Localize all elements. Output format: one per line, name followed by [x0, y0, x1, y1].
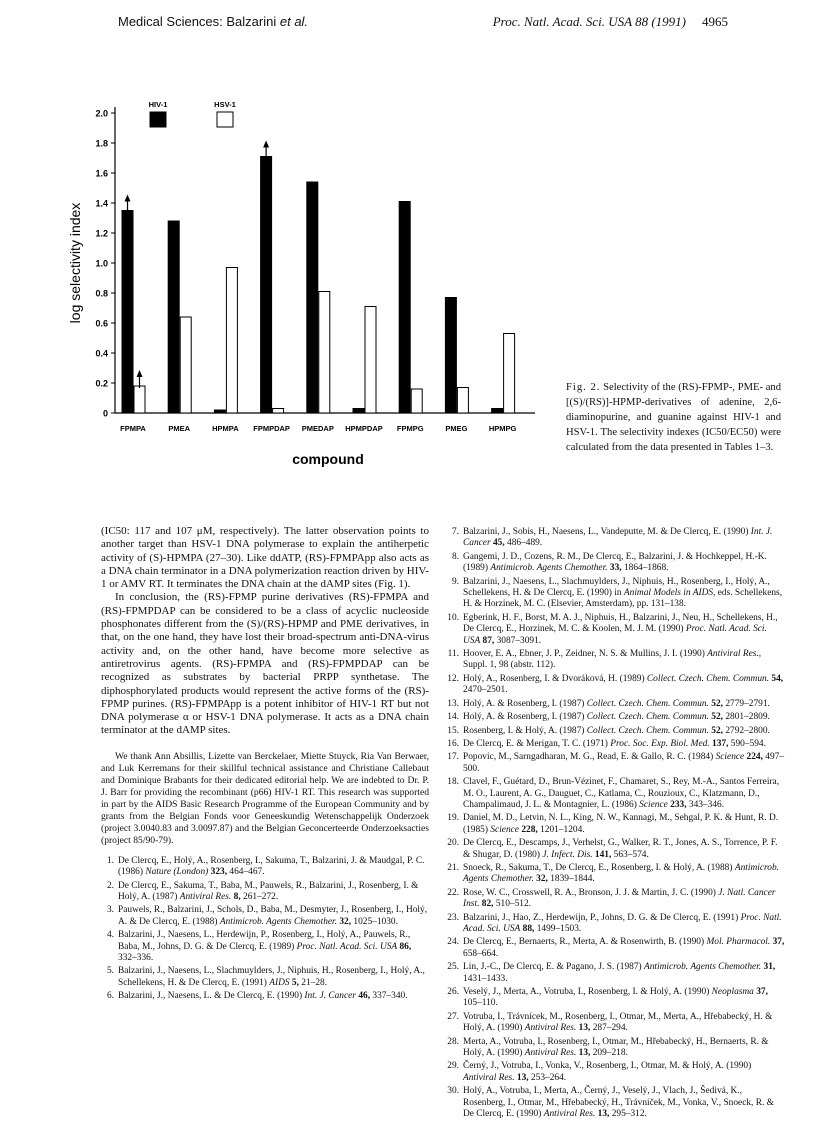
reference-num: 9.	[451, 576, 459, 587]
reference-num: 11.	[447, 649, 459, 660]
y-tick-label: 1.6	[95, 168, 108, 179]
reference-journal: Antimicrob. Agents Chemother.	[490, 563, 608, 574]
reference-num: 14.	[447, 712, 459, 723]
reference-journal: Animal Models in AIDS,	[623, 588, 716, 599]
reference-authors: Clavel, F., Guétard, D., Brun-Vézinet, F., Chamaret, S., Rey, M.-A., Santos Ferreira, M. O., Laurent, A. G., Dauguet, C., Katlama, C., Rouzioux, C., Klatzmann, D., Champalimaud, J. L. & Montagnier, L. (1986)	[463, 777, 780, 810]
reference-item	[446, 913, 786, 936]
bar-hiv-1-fpmpg	[399, 202, 410, 414]
right-column	[446, 527, 786, 1123]
legend-swatch	[150, 112, 166, 127]
reference-authors: Balzarini, J., Naesens, L., Slachmuylders, J., Niphuis, H., Rosenberg, I., Holý, A., Schellekens, H. & De Clercq, E. (1990) in	[463, 576, 770, 599]
reference-num: 5.	[106, 966, 114, 977]
reference-item	[446, 888, 786, 911]
bar-hiv-1-pmea	[168, 221, 179, 413]
bar-hsv-1-fpmpg	[411, 389, 422, 413]
reference-item	[446, 1012, 786, 1035]
reference-pages: 658–664.	[463, 948, 499, 959]
reference-authors: Popovic, M., Sarngadharan, M. G., Read, E. & Gallo, R. C. (1984)	[463, 752, 714, 763]
x-tick-label: PMEDAP	[301, 424, 334, 433]
reference-num: 19.	[447, 813, 459, 824]
reference-vol: 52,	[711, 725, 723, 736]
reference-item	[101, 930, 429, 964]
reference-vol: 323,	[210, 867, 228, 878]
reference-vol: 37,	[772, 937, 785, 948]
header-etal: et al.	[279, 14, 309, 29]
reference-item	[101, 905, 429, 928]
caption-text: Selectivity of the (RS)-FPMP-, PME- and [(S)/(RS)]-HPMP-derivatives of adenine, 2,6-diaminopurine, and guanine against HIV-1 and HSV-1. The selectivity indexes (IC50/EC50) were calculated from the data presented in Tables 1–3.	[566, 382, 781, 454]
reference-pages: 295–312.	[611, 1109, 647, 1120]
reference-item	[446, 813, 786, 836]
body-paragraph-1: (IC50: 117 and 107 μM, respectively). The latter observation points to another target than HSV-1 DNA polymerase to explain the antiherpetic activity of (S)-HPMPA (27–30). Like ddATP, (RS)-FPMPApp also acts as a DNA chain terminator in a DNA polymerization reaction driven by HIV-1 or AMV RT. It terminates the DNA chain at the dAMP sites (Fig. 1).	[101, 525, 429, 591]
reference-journal: Proc. Natl. Acad. Sci. USA	[463, 912, 782, 934]
y-tick-label: 0.8	[95, 288, 108, 299]
y-tick-label: 2.0	[95, 108, 108, 119]
reference-journal: Int. J. Cancer	[463, 527, 773, 549]
reference-item	[446, 726, 786, 737]
reference-num: 15.	[447, 725, 459, 736]
reference-num: 18.	[447, 777, 459, 788]
reference-journal: Science	[639, 799, 668, 810]
reference-num: 26.	[447, 987, 459, 998]
reference-list-left	[101, 856, 429, 1003]
reference-item	[446, 613, 786, 647]
reference-authors: Balzarini, J., Sobis, H., Naesens, L., Vandeputte, M. & De Clercq, E. (1990)	[463, 527, 749, 537]
reference-journal: Collect. Czech. Chem. Commun.	[586, 725, 709, 736]
reference-vol: 88,	[522, 924, 535, 934]
reference-item	[446, 863, 786, 886]
reference-journal: Antiviral Res.	[524, 1023, 577, 1034]
reference-num: 13.	[447, 698, 459, 709]
reference-journal: Proc. Natl. Acad. Sci. USA	[463, 624, 767, 646]
reference-journal: Mol. Pharmacol.	[706, 937, 771, 948]
reference-authors: Snoeck, R., Sakuma, T., De Clercq, E., Rosenberg, I. & Holý, A. (1988)	[463, 862, 733, 873]
reference-pages: 261–272.	[243, 891, 279, 902]
reference-num: 24.	[447, 937, 459, 948]
reference-item	[446, 552, 786, 575]
reference-vol: 32,	[339, 916, 352, 927]
reference-num: 4.	[106, 930, 114, 941]
reference-vol: 141,	[594, 849, 612, 860]
reference-journal: Collect. Czech. Chem. Commun.	[586, 712, 709, 723]
reference-num: 12.	[447, 673, 459, 684]
reference-item	[446, 1086, 786, 1120]
reference-num: 27.	[447, 1011, 459, 1022]
reference-journal: Int. J. Cancer	[304, 991, 356, 1002]
reference-num: 23.	[447, 912, 459, 923]
figure-caption	[566, 380, 781, 455]
reference-authors: Daniel, M. D., Letvin, N. L., King, N. W., Kannagi, M., Sehgal, P. K. & Hunt, R. D. (1985)	[463, 813, 779, 835]
reference-pages: 486–489.	[507, 538, 543, 549]
header-author: Medical Sciences: Balzarini	[118, 14, 277, 29]
reference-item	[101, 991, 429, 1002]
y-tick-label: 1.0	[95, 258, 108, 269]
reference-pages: Suppl. 1, 98 (abstr. 112).	[463, 660, 556, 671]
reference-item	[446, 739, 786, 750]
reference-item	[446, 987, 786, 1010]
reference-pages: 2470–2501.	[463, 685, 508, 696]
reference-authors: Holý, A., Rosenberg, I. & Dvoráková, H. (1989)	[463, 673, 645, 684]
reference-authors: De Clercq, E., Descamps, J., Verhelst, G., Walker, R. T., Jones, A. S., Torrence, P. F. & Shugar, D. (1980)	[463, 838, 778, 860]
y-tick-label: 0.6	[95, 318, 108, 329]
reference-num: 22.	[447, 887, 459, 898]
reference-journal: Antiviral Res.	[463, 1072, 515, 1083]
x-tick-label: FPMPG	[396, 424, 424, 433]
reference-num: 10.	[447, 612, 459, 623]
reference-item	[446, 777, 786, 811]
reference-vol: 33,	[609, 563, 622, 574]
reference-num: 1.	[106, 855, 114, 866]
reference-authors: Černý, J., Votruba, I., Vonka, V., Rosenberg, I., Otmar, M. & Holý, A. (1990)	[463, 1061, 752, 1072]
reference-journal: Antimicrob. Agents Chemother.	[643, 962, 762, 973]
reference-journal: AIDS	[269, 977, 290, 988]
y-tick-label: 1.8	[95, 138, 108, 149]
reference-journal: Antiviral Res.,	[707, 649, 762, 660]
reference-vol: 224,	[746, 752, 763, 763]
reference-num: 8.	[451, 551, 459, 562]
reference-vol: 5,	[291, 977, 299, 988]
reference-journal: Antiviral Res.	[543, 1109, 596, 1120]
reference-vol: 87,	[482, 635, 495, 646]
bar-hsv-1-hpmpa	[226, 268, 237, 414]
reference-item	[101, 881, 429, 904]
x-tick-label: HPMPDAP	[345, 424, 383, 433]
reference-pages: 1431–1433.	[463, 973, 508, 984]
reference-pages: 563–574.	[613, 849, 649, 860]
reference-journal: Science	[715, 752, 745, 763]
reference-vol: 13,	[597, 1109, 610, 1120]
reference-vol: 52,	[711, 712, 723, 723]
bar-hsv-1-fpmpdap	[273, 409, 284, 414]
selectivity-bar-chart	[60, 95, 560, 505]
reference-journal: Antimicrob. Agents Chemother.	[219, 916, 337, 927]
reference-pages: 337–340.	[372, 991, 408, 1002]
reference-num: 28.	[447, 1036, 459, 1047]
y-tick-label: 0.4	[95, 348, 108, 359]
x-tick-label: FPMPDAP	[253, 424, 290, 433]
caption-label: Fig. 2.	[566, 382, 601, 393]
bar-hiv-1-fpmpa	[122, 211, 133, 414]
reference-pages: 1864–1868.	[623, 563, 669, 574]
reference-pages: 209–218.	[592, 1048, 628, 1059]
reference-authors: Holý, A. & Rosenberg, I. (1987)	[463, 698, 585, 709]
reference-pages: 1025–1030.	[353, 916, 398, 927]
reference-journal: Antiviral Res.	[524, 1048, 577, 1059]
reference-journal: Collect. Czech. Chem. Commun.	[646, 673, 770, 684]
reference-list-right	[446, 527, 786, 1121]
reference-item	[446, 1061, 786, 1084]
reference-num: 25.	[447, 962, 459, 973]
arrow-head-icon	[137, 370, 143, 377]
reference-item	[446, 1037, 786, 1060]
reference-item	[446, 838, 786, 861]
reference-pages: 1201–1204.	[540, 824, 585, 835]
bar-hsv-1-pmedap	[319, 292, 330, 414]
reference-journal: Collect. Czech. Chem. Commun.	[586, 698, 709, 709]
reference-vol: 228,	[521, 824, 538, 835]
reference-authors: Balzarini, J., Naesens, L., Slachmuylders, J., Niphuis, H., Rosenberg, I., Holý, A., Schellekens, H. & De Clercq, E. (1991)	[118, 966, 425, 988]
reference-vol: 82,	[481, 899, 494, 910]
y-tick-label: 0	[102, 408, 108, 419]
reference-item	[446, 699, 786, 710]
legend-label: HIV-1	[148, 100, 168, 109]
reference-vol: 233,	[670, 799, 687, 810]
reference-vol: 45,	[492, 538, 505, 549]
reference-vol: 13,	[516, 1072, 529, 1083]
legend-swatch	[217, 112, 233, 127]
reference-vol: 8,	[233, 891, 241, 902]
reference-item	[446, 674, 786, 697]
reference-vol: 13,	[578, 1023, 591, 1034]
header-journal: Proc. Natl. Acad. Sci. USA 88 (1991)	[492, 14, 686, 29]
reference-authors: De Clercq, E., Bernaerts, R., Merta, A. & Rosenwirth, B. (1990)	[463, 937, 705, 948]
reference-item	[446, 937, 786, 960]
reference-item	[446, 527, 786, 550]
reference-authors: Holý, A., Votruba, I., Merta, A., Černý, J., Veselý, J., Vlach, J., Šedivá, K., Rosenberg, I., Otmar, M., Hřebabecký, H., Trávníček, M., Vonka, V., Snoeck, R. & De Clercq, E. (1990)	[463, 1086, 774, 1120]
reference-authors: Balzarini, J., Naesens, L., Herdewijn, P., Rosenberg, I., Holý, A., Pauwels, R., Baba, M., Johns, D. G. & De Clercq, E. (1989)	[118, 930, 411, 952]
reference-pages: 510–512.	[495, 899, 531, 910]
reference-pages: 2801–2809.	[725, 712, 770, 723]
reference-num: 2.	[106, 880, 114, 891]
reference-num: 29.	[447, 1061, 459, 1072]
reference-vol: 37,	[756, 987, 768, 998]
reference-item	[446, 649, 786, 672]
page-number: 4965	[702, 14, 728, 29]
bar-hsv-1-hpmpdap	[365, 307, 376, 414]
reference-item	[446, 712, 786, 723]
reference-pages: 287–294.	[592, 1023, 628, 1034]
bar-hiv-1-pmedap	[307, 182, 318, 413]
left-column	[101, 525, 429, 1005]
reference-pages: 2792–2800.	[725, 725, 770, 736]
x-tick-label: HPMPG	[488, 424, 517, 433]
reference-authors: Balzarini, J., Naesens, L. & De Clercq, E. (1990)	[118, 991, 303, 1002]
reference-pages: 497–500.	[463, 752, 785, 774]
reference-authors: Veselý, J., Merta, A., Votruba, I., Rosenberg, I. & Holý, A. (1990)	[463, 987, 710, 998]
y-tick-label: 1.4	[95, 198, 108, 209]
reference-pages: 590–594.	[730, 738, 766, 749]
reference-authors: Hoover, E. A., Ebner, J. P., Zeidner, N. S. & Mullins, J. I. (1990)	[463, 649, 705, 660]
reference-authors: Merta, A., Votruba, I., Rosenberg, I., Otmar, M., Hřebabecký, H., Bernaerts, R. & Holý, A. (1990)	[463, 1036, 769, 1059]
y-tick-label: 0.2	[95, 378, 108, 389]
reference-pages: 464–467.	[229, 867, 265, 878]
reference-item	[101, 856, 429, 879]
reference-vol: 86,	[399, 941, 412, 952]
bar-hiv-1-fpmpdap	[261, 157, 272, 414]
reference-num: 16.	[447, 738, 459, 749]
reference-num: 21.	[447, 862, 459, 873]
bar-hiv-1-hpmpg	[492, 409, 503, 414]
reference-authors: De Clercq, E. & Merigan, T. C. (1971)	[463, 738, 608, 749]
reference-authors: Votruba, I., Trávnícek, M., Rosenberg, I., Otmar, M., Merta, A., Hřebabecký, H. & Holý, A. (1990)	[463, 1011, 773, 1034]
reference-authors: Pauwels, R., Balzarini, J., Schols, D., Baba, M., Desmyter, J., Rosenberg, I., Holý, A. & De Clercq, E. (1988)	[118, 905, 428, 927]
reference-item	[101, 966, 429, 989]
reference-vol: 137,	[712, 738, 729, 749]
reference-item	[446, 752, 786, 775]
bar-hsv-1-hpmpg	[504, 334, 515, 414]
running-header-left	[118, 14, 308, 29]
reference-journal: Proc. Soc. Exp. Biol. Med.	[610, 738, 710, 749]
reference-pages: 1839–1844.	[550, 874, 595, 885]
x-axis-title: compound	[292, 451, 364, 467]
reference-item	[446, 962, 786, 985]
reference-authors: Egberink, H. F., Borst, M. A. J., Niphuis, H., Balzarini, J., Neu, H., Schellekens, H., De Clercq, E., Horzinek, M. C. & Koolen, M. J. M. (1990)	[463, 612, 778, 635]
reference-pages: 1499–1503.	[536, 924, 582, 934]
reference-journal: Neoplasma	[711, 987, 754, 998]
reference-pages: 253–264.	[530, 1072, 567, 1083]
legend-label: HSV-1	[214, 100, 236, 109]
reference-journal: Antiviral Res.	[179, 891, 232, 902]
reference-vol: 52,	[711, 698, 723, 709]
reference-journal: Science	[490, 824, 519, 835]
reference-authors: Lin, J.-C., De Clercq, E. & Pagano, J. S. (1987)	[463, 962, 642, 973]
reference-num: 20.	[447, 838, 459, 849]
reference-journal: J. Infect. Dis.	[542, 849, 593, 860]
bar-hiv-1-hpmpdap	[353, 409, 364, 414]
y-axis-title: log selectivity index	[67, 202, 83, 324]
reference-authors: De Clercq, E., Sakuma, T., Baba, M., Pauwels, R., Balzarini, J., Rosenberg, I. & Holý, A. (1987)	[118, 880, 419, 902]
arrow-head-icon	[125, 195, 131, 202]
reference-authors: Rosenberg, I. & Holý, A. (1987)	[463, 725, 585, 736]
reference-vol: 32,	[536, 874, 548, 885]
bar-hsv-1-fpmpa	[134, 386, 145, 413]
reference-authors: Balzarini, J., Hao, Z., Herdewijn, P., Johns, D. G. & De Clercq, E. (1991)	[463, 912, 739, 923]
reference-num: 17.	[447, 752, 459, 763]
running-header-right	[493, 14, 728, 30]
reference-vol: 46,	[358, 991, 371, 1002]
arrow-head-icon	[263, 141, 269, 148]
reference-journal: Antimicrob. Agents Chemother.	[463, 862, 780, 885]
reference-pages: 343–346.	[688, 799, 725, 810]
reference-item	[446, 577, 786, 611]
reference-pages: 21–28.	[301, 977, 328, 988]
reference-authors: De Clercq, E., Holý, A., Rosenberg, I., Sakuma, T., Balzarini, J. & Maudgal, P. C. (1986)	[118, 855, 425, 878]
x-tick-label: PMEA	[168, 424, 191, 433]
bar-hiv-1-pmeg	[445, 298, 456, 414]
bar-hsv-1-pmea	[180, 317, 191, 413]
reference-pages: 3087–3091.	[496, 635, 542, 646]
bar-hiv-1-hpmpa	[214, 410, 225, 413]
reference-pages: 2779–2791.	[725, 698, 770, 709]
reference-vol: 13,	[578, 1048, 591, 1059]
x-tick-label: FPMPA	[120, 424, 146, 433]
reference-journal: J. Natl. Cancer Inst.	[463, 887, 776, 910]
reference-vol: 31,	[763, 962, 776, 973]
x-tick-label: HPMPA	[212, 424, 239, 433]
body-paragraph-2: In conclusion, the (RS)-FPMP purine derivatives (RS)-FPMPA and (RS)-FPMPDAP can be considered to be a class of acyclic nucleoside phosphonates different from the (S)/(RS)-HPMP and PME derivatives, in that, on the one hand, they have lost their broad-spectrum anti-DNA-virus activity and, on the other hand, have become more selective as antiretrovirus agents. (RS)-FPMPA and (RS)-FPMPDAP can be recognized as substrates by bacterial PRPP synthetase. The diphosphorylated products would represent the active forms of the (RS)-FPMP purines. (RS)-FPMPApp is a potent inhibitor of HIV-1 RT but not DNA polymerase α or HSV-1 DNA polymerase. It acts as a DNA chain terminator at the dAMP sites.	[101, 591, 429, 737]
x-tick-label: PMEG	[445, 424, 468, 433]
y-tick-label: 1.2	[95, 228, 108, 239]
reference-journal: Nature (London)	[145, 867, 209, 878]
reference-pages: 105–110.	[463, 998, 498, 1009]
reference-num: 3.	[106, 905, 114, 916]
reference-authors: Gangemi, J. D., Cozens, R. M., De Clercq, E., Balzarini, J. & Hochkeppel, H.-K. (1989)	[463, 551, 767, 574]
bar-hsv-1-pmeg	[457, 388, 468, 414]
reference-vol: 54,	[771, 673, 784, 684]
reference-num: 6.	[106, 991, 114, 1002]
reference-pages: 332–336.	[118, 953, 154, 963]
reference-journal: Proc. Natl. Acad. Sci. USA	[296, 941, 398, 952]
acknowledgment: We thank Ann Absillis, Lizette van Berckelaer, Miette Stuyck, Ria Van Berwaer, and Luk Kerremans for their skillful technical assistance and Christiane Callebaut and Dominique Brabants for their dedicated editorial help. We are indebted to Dr. P. J. Barr for providing the recombinant (p66) HIV-1 RT. This research was supported in part by the AIDS Basic Research Programme of the European Community and by grants from the Belgian Fonds voor Geneeskundig Wetenschappelijk Onderzoek (project 3.0040.83 and 3.0097.87) and the Belgian Geconcerteerde Onderzoeksacties (project 85/90-79).	[101, 750, 429, 846]
reference-num: 30.	[447, 1086, 459, 1097]
reference-authors: Rose, W. C., Crosswell, R. A., Bronson, J. J. & Martin, J. C. (1990)	[463, 887, 716, 898]
reference-authors: Holý, A. & Rosenberg, I. (1987)	[463, 712, 585, 723]
reference-pages: eds. Schellekens, H. & Horzinek, M. C. (Elsevier, Amsterdam), pp. 131–138.	[463, 588, 783, 610]
reference-num: 7.	[451, 527, 459, 537]
